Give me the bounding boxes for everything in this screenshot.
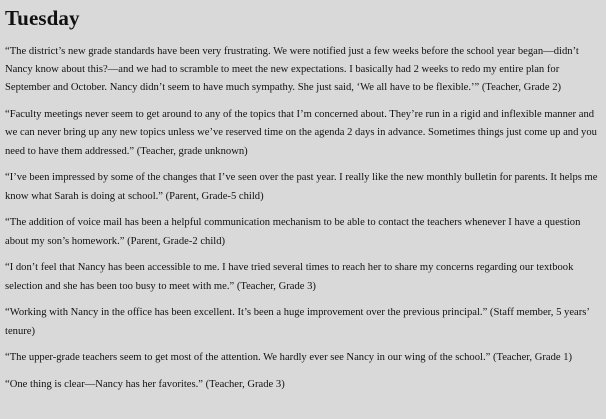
quote-paragraph: “I’ve been impressed by some of the changes that I’ve seen over the past year. I really like the new monthly bulletin for parents. It helps me know what Sarah is doing at school.” (Parent, Grade-5 child) — [5, 172, 598, 202]
quote-paragraph: “Working with Nancy in the office has been excellent. It’s been a huge improvement over the previous principal.” (Staff member, 5 years’ tenure) — [5, 307, 590, 337]
quote-list — [5, 43, 602, 394]
page-heading: Tuesday — [5, 6, 80, 30]
quote-paragraph: “The upper-grade teachers seem to get most of the attention. We hardly ever see Nancy in our wing of the school.” (Teacher, Grade 1) — [5, 352, 573, 364]
quote-paragraph: “The addition of voice mail has been a helpful communication mechanism to be able to contact the teachers whenever I have a question about my son’s homework.” (Parent, Grade-2 child) — [5, 217, 581, 247]
quote-paragraph: “I don’t feel that Nancy has been accessible to me. I have tried several times to reach her to share my concerns regarding our textbook selection and she has been too busy to meet with me.” (Teacher, Grade 3) — [5, 262, 574, 292]
quote-paragraph: “The district’s new grade standards have been very frustrating. We were notified just a few weeks before the school year began—didn’t Nancy know about this?—and we had to scramble to meet the new expectations. I basically had 2 weeks to redo my entire plan for September and October. Nancy didn’t seem to have much sympathy. She just said, ‘We all have to be flexible.’” (Teacher, Grade 2) — [5, 46, 579, 94]
quote-paragraph: “One thing is clear—Nancy has her favorites.” (Teacher, Grade 3) — [5, 379, 285, 391]
quote-paragraph: “Faculty meetings never seem to get around to any of the topics that I’m concerned about. They’re run in a rigid and inflexible manner and we can never bring up any new topics unless we’ve reserved time on the agenda 2 days in advance. Sometimes things just come up and you need to have them addressed.” (Teacher, grade unknown) — [5, 109, 597, 157]
